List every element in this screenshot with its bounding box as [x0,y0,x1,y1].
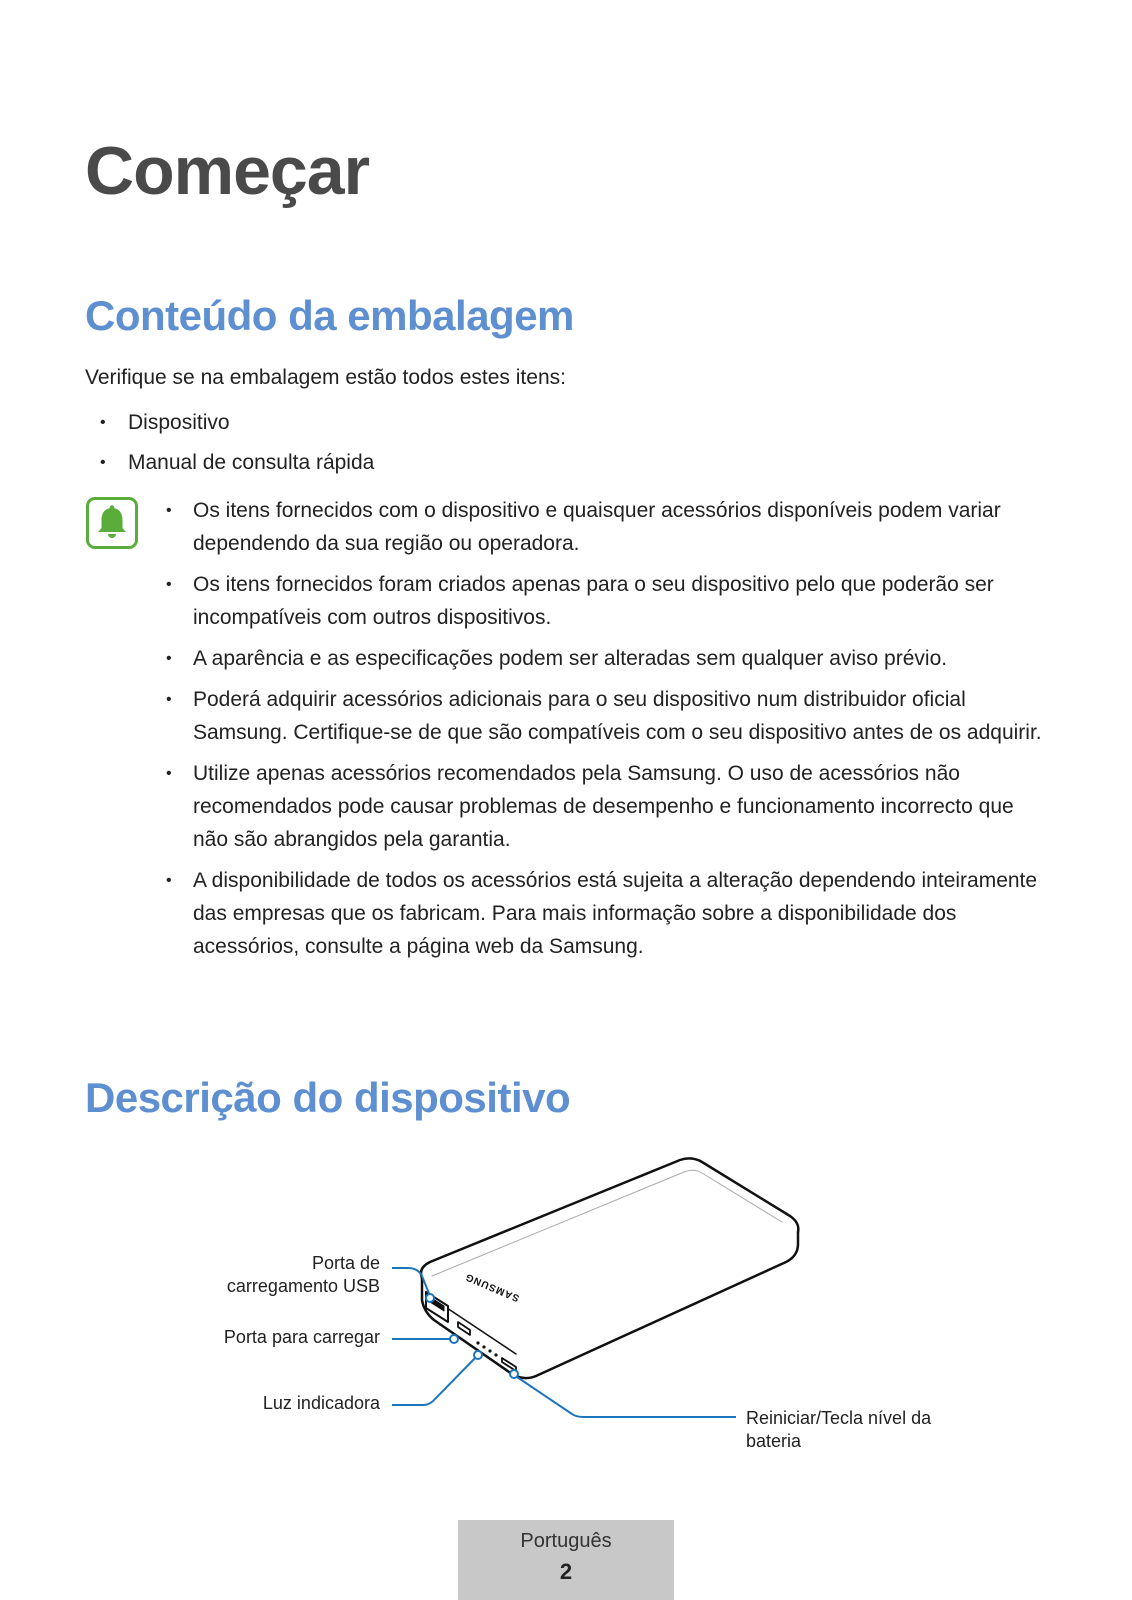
package-items-list [100,410,374,490]
device-diagram [0,1150,1132,1450]
list-item: • Dispositivo [100,410,374,450]
label-reset-battery-key [746,1407,931,1453]
list-item: • A aparência e as especificações podem ser alteradas sem qualquer aviso prévio. [166,642,1046,675]
section-title-package-contents: Conteúdo da embalagem [85,292,574,339]
page-number: 2 [559,1559,573,1584]
label-line: Reiniciar/Tecla nível da [746,1408,932,1428]
chapter-title: Começar [85,133,370,209]
notes-list [166,494,1046,971]
label-charging-port [224,1326,380,1349]
label-line: Porta de [311,1253,380,1273]
section-title-device-layout: Descrição do dispositivo [85,1074,571,1121]
bell-icon [86,497,138,549]
list-item: • Utilize apenas acessórios recomendados pela Samsung. O uso de acessórios não recomendados pode causar problemas de desempenho e funcionamento incorrecto que não são abrangidos pela garantia. [166,757,1046,856]
list-item: • Os itens fornecidos com o dispositivo e quaisquer acessórios disponíveis podem variar dependendo da sua região ou operadora. [166,494,1046,560]
label-indicator-light [263,1392,380,1415]
device-brand-text: SAMSUNG [463,1270,522,1304]
intro-text: Verifique se na embalagem estão todos estes itens: [85,366,566,389]
footer-language: Português [520,1530,612,1552]
list-item: • A disponibilidade de todos os acessórios está sujeita a alteração dependendo inteiramente das empresas que os fabricam. Para mais informação sobre a disponibilidade dos acessórios, consulte a página web da Samsung. [166,864,1046,963]
list-item: • Manual de consulta rápida [100,450,374,490]
label-line: Porta para carregar [223,1327,380,1347]
list-item: • Poderá adquirir acessórios adicionais para o seu dispositivo num distribuidor oficial Samsung. Certifique-se de que são compatíveis com o seu dispositivo antes de os adquirir. [166,683,1046,749]
label-line: carregamento USB [226,1276,380,1296]
power-bank-illustration [421,1158,798,1378]
page-footer [458,1520,674,1600]
label-usb-charging-port [227,1252,380,1298]
label-line: Luz indicadora [262,1393,380,1413]
list-item: • Os itens fornecidos foram criados apenas para o seu dispositivo pelo que poderão ser incompatíveis com outros dispositivos. [166,568,1046,634]
label-line: bateria [746,1431,802,1451]
